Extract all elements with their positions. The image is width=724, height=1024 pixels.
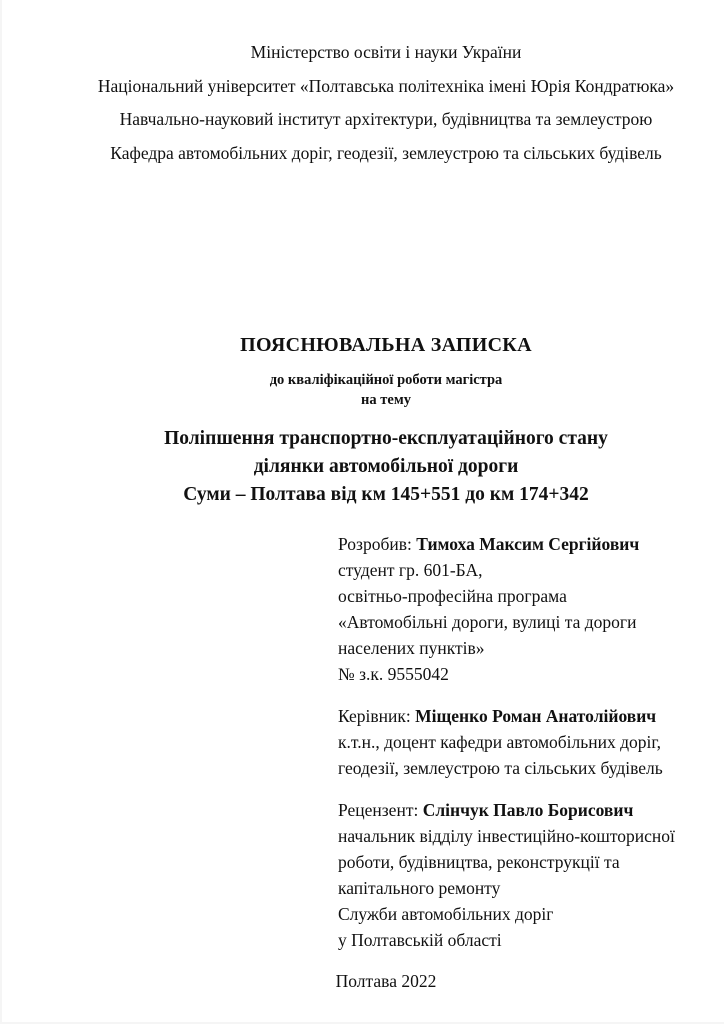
document-subtitle-line-1: до кваліфікаційної роботи магістра <box>269 372 503 388</box>
theme-line: Суми – Полтава від км 145+551 до км 174+342 <box>183 484 589 505</box>
reviewer-detail: роботи, будівництва, реконструкції та <box>338 852 620 872</box>
supervisor-heading <box>338 703 684 729</box>
reviewer-detail: начальник відділу інвестиційно-кошторисної <box>338 826 675 846</box>
reviewer-detail: Служби автомобільних доріг <box>338 904 554 924</box>
developer-detail: «Автомобільні дороги, вулиці та дороги <box>338 612 637 632</box>
reviewer-label: Рецензент: <box>338 800 423 820</box>
document-title: ПОЯСНЮВАЛЬНА ЗАПИСКА <box>240 334 532 356</box>
city-year-line: Полтава 2022 <box>335 971 437 991</box>
developer-detail: населених пунктів» <box>338 638 485 658</box>
institute-line: Навчально-науковий інститут архітектури, будівництва та землеустрою <box>119 109 653 129</box>
title-page-content <box>88 36 684 993</box>
supervisor-name: Міщенко Роман Анатолійович <box>415 706 657 726</box>
developer-label: Розробив: <box>338 534 417 554</box>
reviewer-name: Слінчук Павло Борисович <box>422 800 634 820</box>
reviewer-heading <box>338 797 684 823</box>
developer-detail: студент гр. 601-БА, <box>338 560 483 580</box>
theme-line: ділянки автомобільної дороги <box>253 456 519 477</box>
developer-detail: освітньо-професійна програма <box>338 586 567 606</box>
reviewer-block <box>338 797 684 953</box>
supervisor-detail: к.т.н., доцент кафедри автомобільних доріг, <box>338 732 661 752</box>
developer-detail: № з.к. 9555042 <box>338 664 449 684</box>
developer-block <box>338 531 684 687</box>
supervisor-detail: геодезії, землеустрою та сільських будівель <box>338 758 663 778</box>
theme-line: Поліпшення транспортно-експлуатаційного стану <box>164 428 608 449</box>
work-theme-title <box>88 425 684 509</box>
developer-heading <box>338 531 684 557</box>
supervisor-block <box>338 703 684 781</box>
reviewer-detail: у Полтавській області <box>338 930 502 950</box>
supervisor-label: Керівник: <box>338 706 416 726</box>
document-subtitle-line-2: на тему <box>361 392 411 408</box>
institution-header <box>88 36 684 170</box>
department-line: Кафедра автомобільних доріг, геодезії, землеустрою та сільських будівель <box>110 142 662 163</box>
developer-name: Тимоха Максим Сергійович <box>416 534 640 554</box>
ministry-line: Міністерство освіти і науки України <box>250 42 522 62</box>
university-line: Національний університет «Полтавська політехніка імені Юрія Кондратюка» <box>97 75 675 96</box>
reviewer-detail: капітального ремонту <box>338 878 501 898</box>
credits-column <box>338 531 684 953</box>
